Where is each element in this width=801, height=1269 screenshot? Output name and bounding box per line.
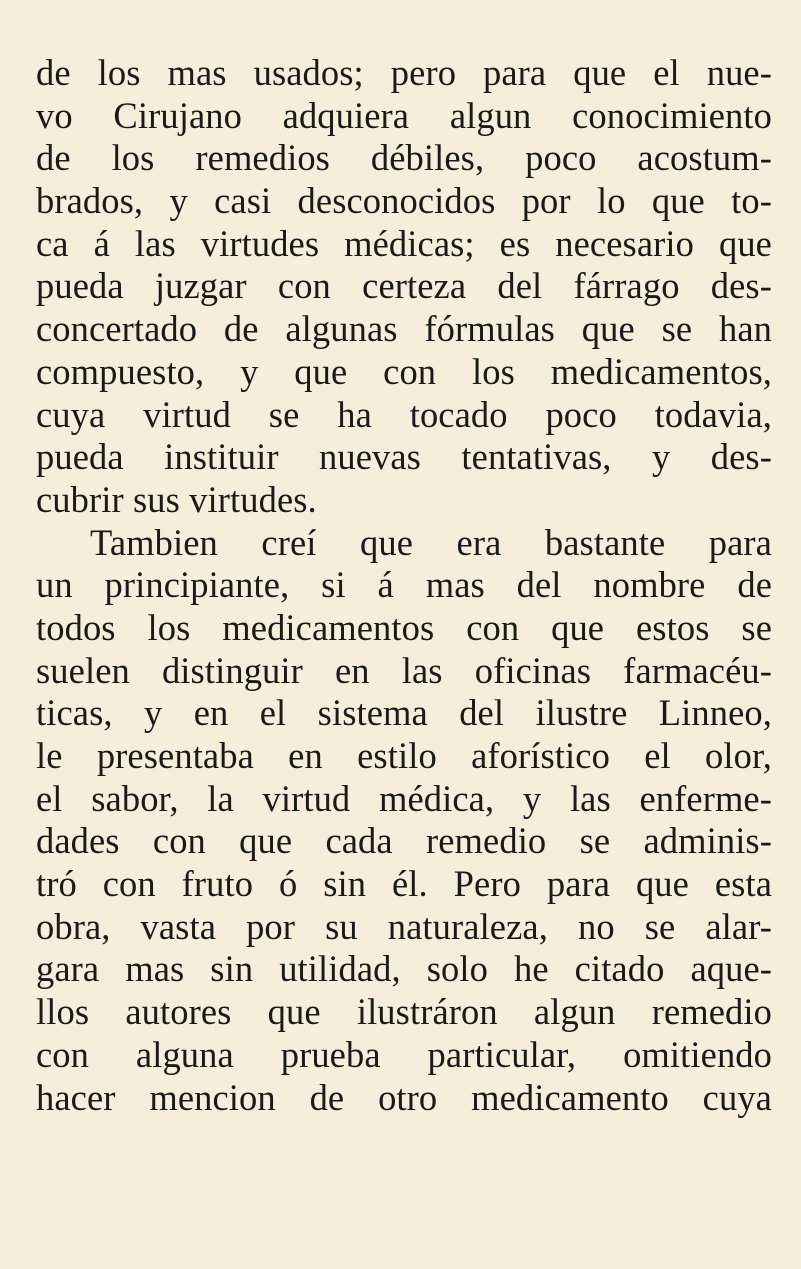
text-line: suelen distinguir en las oficinas farmacéu- bbox=[36, 649, 772, 691]
text-line: de los remedios débiles, poco acostum- bbox=[36, 137, 772, 179]
text-line: todos los medicamentos con que estos se bbox=[36, 606, 772, 648]
text-line: ca á las virtudes médicas; es necesario que bbox=[36, 222, 772, 264]
text-line: un principiante, si á mas del nombre de bbox=[36, 564, 772, 606]
text-line: pueda juzgar con certeza del fárrago des- bbox=[36, 265, 772, 307]
text-line: de los mas usados; pero para que el nue- bbox=[36, 52, 772, 93]
text-line: cuya virtud se ha tocado poco todavia, bbox=[36, 393, 772, 435]
text-line: gara mas sin utilidad, solo he citado aque- bbox=[36, 948, 772, 990]
text-line: le presentaba en estilo aforístico el olor, bbox=[36, 735, 772, 776]
text-line: compuesto, y que con los medicamentos, bbox=[36, 350, 772, 392]
text-line: el sabor, la virtud médica, y las enferme- bbox=[36, 777, 772, 819]
text-line: hacer mencion de otro medicamento cuya bbox=[36, 1076, 772, 1118]
text-line: cubrir sus virtudes. bbox=[36, 478, 317, 520]
text-line: ticas, y en el sistema del ilustre Linneo, bbox=[36, 692, 772, 734]
text-line: con alguna prueba particular, omitiendo bbox=[36, 1033, 772, 1075]
text-line: vo Cirujano adquiera algun conocimiento bbox=[36, 94, 772, 136]
page-text bbox=[36, 52, 772, 1119]
text-line: dades con que cada remedio se adminis- bbox=[36, 820, 772, 862]
text-line: Tambien creí que era bastante para bbox=[90, 521, 772, 563]
text-line: obra, vasta por su naturaleza, no se alar- bbox=[36, 905, 772, 947]
text-line: brados, y casi desconocidos por lo que to- bbox=[36, 180, 772, 222]
text-line: tró con fruto ó sin él. Pero para que esta bbox=[36, 863, 772, 905]
text-line: concertado de algunas fórmulas que se han bbox=[36, 308, 772, 350]
text-line: llos autores que ilustráron algun remedio bbox=[36, 991, 772, 1033]
text-line: pueda instituir nuevas tentativas, y des- bbox=[36, 436, 772, 478]
